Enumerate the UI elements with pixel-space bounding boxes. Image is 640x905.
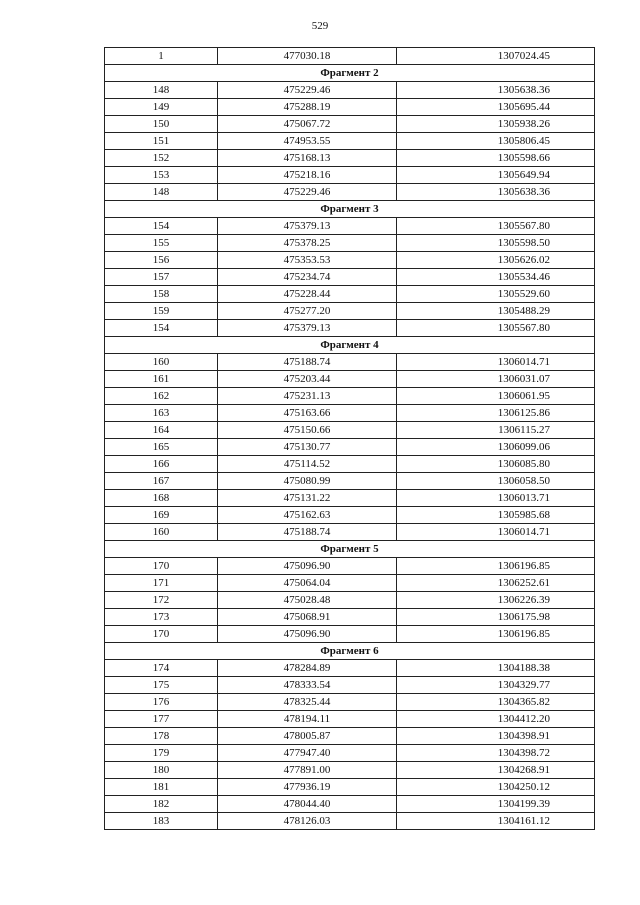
x-coordinate-cell: 475188.74 [218, 354, 397, 371]
y-coordinate-cell: 1305806.45 [397, 133, 595, 150]
x-coordinate-cell: 475277.20 [218, 303, 397, 320]
y-coordinate-cell: 1305529.60 [397, 286, 595, 303]
y-coordinate-cell: 1305985.68 [397, 507, 595, 524]
fragment-header-row [105, 337, 595, 354]
y-coordinate-cell: 1306196.85 [397, 558, 595, 575]
point-number-cell: 178 [105, 728, 218, 745]
y-coordinate-cell: 1305598.66 [397, 150, 595, 167]
point-number-cell: 154 [105, 320, 218, 337]
point-number-cell: 150 [105, 116, 218, 133]
y-coordinate-cell: 1306061.95 [397, 388, 595, 405]
point-number-cell: 151 [105, 133, 218, 150]
table-row [105, 609, 595, 626]
x-coordinate-cell: 478333.54 [218, 677, 397, 694]
x-coordinate-cell: 475028.48 [218, 592, 397, 609]
y-coordinate-cell: 1305649.94 [397, 167, 595, 184]
x-coordinate-cell: 475203.44 [218, 371, 397, 388]
x-coordinate-cell: 475131.22 [218, 490, 397, 507]
y-coordinate-cell: 1305626.02 [397, 252, 595, 269]
y-coordinate-cell: 1305695.44 [397, 99, 595, 116]
y-coordinate-cell: 1306058.50 [397, 473, 595, 490]
page-number: 529 [311, 20, 329, 32]
y-coordinate-cell: 1304412.20 [397, 711, 595, 728]
x-coordinate-cell: 478194.11 [218, 711, 397, 728]
x-coordinate-cell: 475288.19 [218, 99, 397, 116]
table-row [105, 150, 595, 167]
point-number-cell: 175 [105, 677, 218, 694]
point-number-cell: 177 [105, 711, 218, 728]
fragment-header-row [105, 643, 595, 660]
y-coordinate-cell: 1304398.72 [397, 745, 595, 762]
point-number-cell: 168 [105, 490, 218, 507]
x-coordinate-cell: 475229.46 [218, 184, 397, 201]
table-row [105, 303, 595, 320]
x-coordinate-cell: 477891.00 [218, 762, 397, 779]
table-row [105, 99, 595, 116]
x-coordinate-cell: 475080.99 [218, 473, 397, 490]
y-coordinate-cell: 1307024.45 [397, 48, 595, 65]
point-number-cell: 179 [105, 745, 218, 762]
table-row [105, 167, 595, 184]
y-coordinate-cell: 1304398.91 [397, 728, 595, 745]
table-row [105, 813, 595, 830]
fragment-header-row [105, 541, 595, 558]
y-coordinate-cell: 1306013.71 [397, 490, 595, 507]
table-row [105, 269, 595, 286]
table-row [105, 371, 595, 388]
table-row [105, 235, 595, 252]
point-number-cell: 156 [105, 252, 218, 269]
y-coordinate-cell: 1304250.12 [397, 779, 595, 796]
coordinates-table-body [105, 48, 595, 830]
point-number-cell: 159 [105, 303, 218, 320]
x-coordinate-cell: 475096.90 [218, 558, 397, 575]
y-coordinate-cell: 1306031.07 [397, 371, 595, 388]
table-row [105, 507, 595, 524]
y-coordinate-cell: 1306125.86 [397, 405, 595, 422]
y-coordinate-cell: 1304199.39 [397, 796, 595, 813]
fragment-header-row [105, 201, 595, 218]
y-coordinate-cell: 1306085.80 [397, 456, 595, 473]
y-coordinate-cell: 1306115.27 [397, 422, 595, 439]
table-row [105, 354, 595, 371]
fragment-title: Фрагмент 3 [105, 201, 595, 218]
y-coordinate-cell: 1306014.71 [397, 354, 595, 371]
fragment-header-row [105, 65, 595, 82]
x-coordinate-cell: 475114.52 [218, 456, 397, 473]
table-row [105, 677, 595, 694]
y-coordinate-cell: 1306175.98 [397, 609, 595, 626]
table-row [105, 524, 595, 541]
y-coordinate-cell: 1305598.50 [397, 235, 595, 252]
y-coordinate-cell: 1305488.29 [397, 303, 595, 320]
point-number-cell: 164 [105, 422, 218, 439]
x-coordinate-cell: 475378.25 [218, 235, 397, 252]
table-row [105, 320, 595, 337]
coordinates-table [104, 47, 595, 830]
x-coordinate-cell: 475064.04 [218, 575, 397, 592]
x-coordinate-cell: 475150.66 [218, 422, 397, 439]
table-row [105, 592, 595, 609]
y-coordinate-cell: 1304268.91 [397, 762, 595, 779]
point-number-cell: 165 [105, 439, 218, 456]
x-coordinate-cell: 475229.46 [218, 82, 397, 99]
point-number-cell: 171 [105, 575, 218, 592]
x-coordinate-cell: 475168.13 [218, 150, 397, 167]
table-row [105, 388, 595, 405]
point-number-cell: 181 [105, 779, 218, 796]
table-row [105, 252, 595, 269]
x-coordinate-cell: 475067.72 [218, 116, 397, 133]
point-number-cell: 162 [105, 388, 218, 405]
x-coordinate-cell: 475379.13 [218, 320, 397, 337]
x-coordinate-cell: 475234.74 [218, 269, 397, 286]
y-coordinate-cell: 1305638.36 [397, 184, 595, 201]
table-row [105, 286, 595, 303]
x-coordinate-cell: 475096.90 [218, 626, 397, 643]
x-coordinate-cell: 478126.03 [218, 813, 397, 830]
point-number-cell: 152 [105, 150, 218, 167]
y-coordinate-cell: 1305938.26 [397, 116, 595, 133]
point-number-cell: 172 [105, 592, 218, 609]
x-coordinate-cell: 475353.53 [218, 252, 397, 269]
point-number-cell: 148 [105, 82, 218, 99]
table-row [105, 456, 595, 473]
table-row [105, 439, 595, 456]
table-row [105, 490, 595, 507]
x-coordinate-cell: 475163.66 [218, 405, 397, 422]
point-number-cell: 166 [105, 456, 218, 473]
fragment-title: Фрагмент 4 [105, 337, 595, 354]
table-row [105, 745, 595, 762]
y-coordinate-cell: 1305638.36 [397, 82, 595, 99]
table-row [105, 422, 595, 439]
y-coordinate-cell: 1306099.06 [397, 439, 595, 456]
point-number-cell: 180 [105, 762, 218, 779]
y-coordinate-cell: 1306226.39 [397, 592, 595, 609]
point-number-cell: 174 [105, 660, 218, 677]
point-number-cell: 173 [105, 609, 218, 626]
point-number-cell: 170 [105, 558, 218, 575]
point-number-cell: 153 [105, 167, 218, 184]
table-row [105, 218, 595, 235]
point-number-cell: 183 [105, 813, 218, 830]
fragment-title: Фрагмент 2 [105, 65, 595, 82]
x-coordinate-cell: 478044.40 [218, 796, 397, 813]
y-coordinate-cell: 1304329.77 [397, 677, 595, 694]
table-row [105, 660, 595, 677]
point-number-cell: 148 [105, 184, 218, 201]
x-coordinate-cell: 474953.55 [218, 133, 397, 150]
fragment-title: Фрагмент 5 [105, 541, 595, 558]
point-number-cell: 182 [105, 796, 218, 813]
x-coordinate-cell: 475068.91 [218, 609, 397, 626]
point-number-cell: 155 [105, 235, 218, 252]
table-row [105, 405, 595, 422]
point-number-cell: 160 [105, 524, 218, 541]
table-row [105, 779, 595, 796]
table-row [105, 575, 595, 592]
y-coordinate-cell: 1304188.38 [397, 660, 595, 677]
y-coordinate-cell: 1305567.80 [397, 218, 595, 235]
table-row [105, 558, 595, 575]
x-coordinate-cell: 475162.63 [218, 507, 397, 524]
x-coordinate-cell: 478005.87 [218, 728, 397, 745]
y-coordinate-cell: 1304365.82 [397, 694, 595, 711]
table-row [105, 473, 595, 490]
x-coordinate-cell: 478284.89 [218, 660, 397, 677]
table-row [105, 796, 595, 813]
x-coordinate-cell: 475130.77 [218, 439, 397, 456]
y-coordinate-cell: 1304161.12 [397, 813, 595, 830]
y-coordinate-cell: 1305534.46 [397, 269, 595, 286]
point-number-cell: 161 [105, 371, 218, 388]
x-coordinate-cell: 475188.74 [218, 524, 397, 541]
table-row [105, 184, 595, 201]
point-number-cell: 167 [105, 473, 218, 490]
y-coordinate-cell: 1305567.80 [397, 320, 595, 337]
point-number-cell: 160 [105, 354, 218, 371]
point-number-cell: 158 [105, 286, 218, 303]
x-coordinate-cell: 477936.19 [218, 779, 397, 796]
fragment-title: Фрагмент 6 [105, 643, 595, 660]
table-row [105, 711, 595, 728]
table-row [105, 82, 595, 99]
point-number-cell: 149 [105, 99, 218, 116]
table-row [105, 728, 595, 745]
x-coordinate-cell: 475218.16 [218, 167, 397, 184]
point-number-cell: 170 [105, 626, 218, 643]
x-coordinate-cell: 477030.18 [218, 48, 397, 65]
table-row [105, 48, 595, 65]
table-row [105, 626, 595, 643]
point-number-cell: 169 [105, 507, 218, 524]
y-coordinate-cell: 1306196.85 [397, 626, 595, 643]
point-number-cell: 157 [105, 269, 218, 286]
point-number-cell: 154 [105, 218, 218, 235]
point-number-cell: 163 [105, 405, 218, 422]
point-number-cell: 176 [105, 694, 218, 711]
y-coordinate-cell: 1306252.61 [397, 575, 595, 592]
x-coordinate-cell: 478325.44 [218, 694, 397, 711]
y-coordinate-cell: 1306014.71 [397, 524, 595, 541]
x-coordinate-cell: 475379.13 [218, 218, 397, 235]
x-coordinate-cell: 477947.40 [218, 745, 397, 762]
table-row [105, 133, 595, 150]
x-coordinate-cell: 475228.44 [218, 286, 397, 303]
table-row [105, 116, 595, 133]
table-row [105, 762, 595, 779]
point-number-cell: 1 [105, 48, 218, 65]
table-row [105, 694, 595, 711]
x-coordinate-cell: 475231.13 [218, 388, 397, 405]
